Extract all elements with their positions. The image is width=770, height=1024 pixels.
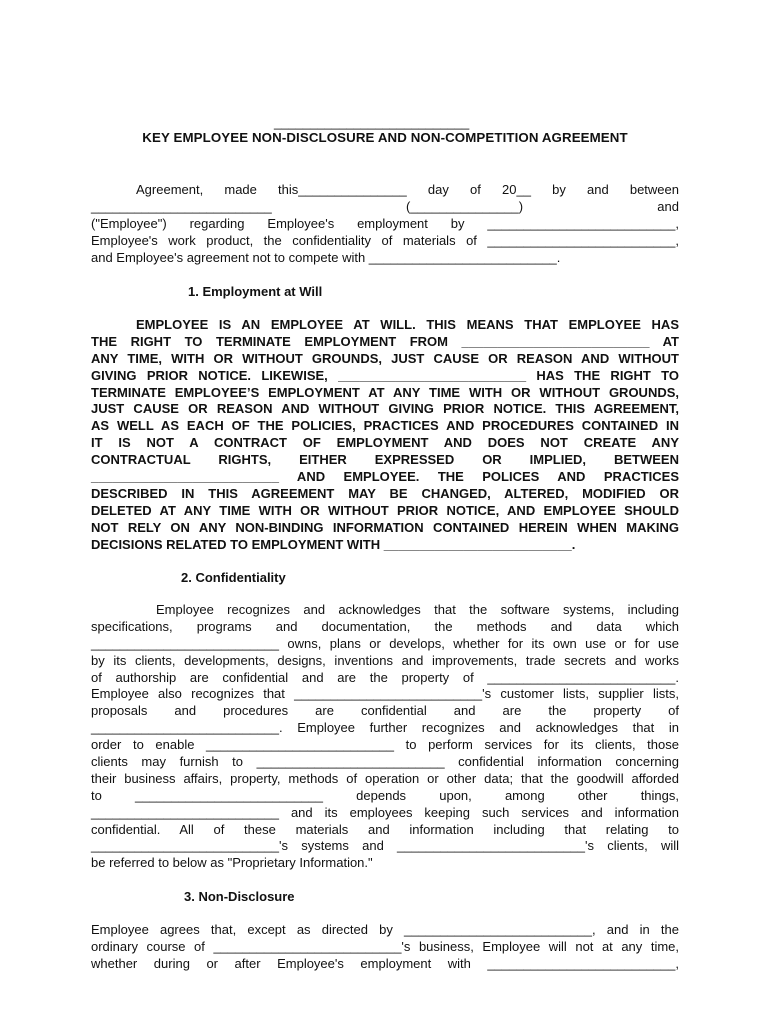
paragraph-line: their business affairs, property, methods of operation or other data; that the goodwill afforded bbox=[91, 770, 679, 786]
paragraph-line: proposals and procedures are confidential and are the property of bbox=[91, 703, 679, 719]
paragraph-line: ordinary course of __________________________'s business, Employee will not at any time, bbox=[91, 938, 679, 954]
paragraph-line: DECISIONS RELATED TO EMPLOYMENT WITH __________________________. bbox=[91, 536, 576, 552]
paragraph-line: JUST CAUSE OR REASON AND WITHOUT GIVING PRIOR NOTICE. THIS AGREEMENT, bbox=[91, 401, 679, 417]
section-heading-confidentiality: 2. Confidentiality bbox=[181, 570, 286, 585]
paragraph-line: GIVING PRIOR NOTICE. LIKEWISE, __________________________ HAS THE RIGHT TO bbox=[91, 367, 679, 383]
paragraph-line: THE RIGHT TO TERMINATE EMPLOYMENT FROM __________________________ AT bbox=[91, 333, 679, 349]
intro-line: _________________________ (_______________) and bbox=[91, 198, 679, 214]
paragraph-line: confidential. All of these materials and information including that relating to bbox=[91, 821, 679, 837]
paragraph-line: EMPLOYEE IS AN EMPLOYEE AT WILL. THIS MEANS THAT EMPLOYEE HAS bbox=[136, 317, 679, 332]
paragraph-line: CONTRACTUAL RIGHTS, EITHER EXPRESSED OR IMPLIED, BETWEEN bbox=[91, 452, 679, 468]
employment-at-will-paragraph bbox=[91, 317, 679, 553]
non-disclosure-paragraph bbox=[91, 922, 679, 973]
paragraph-line: AS WELL AS EACH OF THE POLICIES, PRACTICES AND PROCEDURES CONTAINED IN bbox=[91, 418, 679, 434]
paragraph-line: ANY TIME, WITH OR WITHOUT GROUNDS, JUST CAUSE OR REASON AND WITHOUT bbox=[91, 350, 679, 366]
paragraph-line: DESCRIBED IN THIS AGREEMENT MAY BE CHANGED, ALTERED, MODIFIED OR bbox=[91, 485, 679, 501]
paragraph-line: DELETED AT ANY TIME WITH OR WITHOUT PRIOR NOTICE, AND EMPLOYEE SHOULD bbox=[91, 502, 679, 518]
document-title: KEY EMPLOYEE NON-DISCLOSURE AND NON-COMPETITION AGREEMENT bbox=[142, 130, 628, 145]
paragraph-line: __________________________ and its employees keeping such services and information bbox=[91, 804, 679, 820]
top-blank-line: ___________________________ bbox=[274, 115, 470, 130]
paragraph-line: of authorship are confidential and are the property of __________________________. bbox=[91, 669, 679, 685]
paragraph-line: order to enable __________________________ to perform services for its clients, those bbox=[91, 737, 679, 753]
paragraph-line: whether during or after Employee's employment with __________________________, bbox=[91, 955, 679, 971]
paragraph-line: specifications, programs and documentation, the methods and data which bbox=[91, 618, 679, 634]
paragraph-line: be referred to below as "Proprietary Information." bbox=[91, 855, 373, 871]
intro-line: Employee's work product, the confidentiality of materials of __________________________, bbox=[91, 232, 679, 248]
section-heading-employment-at-will: 1. Employment at Will bbox=[188, 284, 323, 299]
paragraph-line: __________________________. Employee further recognizes and acknowledges that in bbox=[91, 720, 679, 736]
paragraph-line: to __________________________ depends upon, among other things, bbox=[91, 787, 679, 803]
intro-line: and Employee's agreement not to compete with __________________________. bbox=[91, 249, 561, 265]
paragraph-line: IT IS NOT A CONTRACT OF EMPLOYMENT AND DOES NOT CREATE ANY bbox=[91, 435, 679, 451]
paragraph-line: __________________________'s systems and __________________________'s clients, will bbox=[91, 838, 679, 854]
paragraph-line: NOT RELY ON ANY NON-BINDING INFORMATION CONTAINED HEREIN WHEN MAKING bbox=[91, 519, 679, 535]
paragraph-line: __________________________ owns, plans or develops, whether for its own use or for use bbox=[91, 635, 679, 651]
paragraph-line: Employee recognizes and acknowledges that the software systems, including bbox=[156, 602, 679, 617]
section-heading-non-disclosure: 3. Non-Disclosure bbox=[184, 889, 295, 904]
paragraph-line: clients may furnish to __________________________ confidential information concerning bbox=[91, 754, 679, 770]
intro-line: Agreement, made this_______________ day of 20__ by and between bbox=[136, 182, 679, 197]
paragraph-line: __________________________ AND EMPLOYEE. THE POLICES AND PRACTICES bbox=[91, 469, 679, 485]
intro-paragraph bbox=[91, 182, 679, 266]
paragraph-line: by its clients, developments, designs, inventions and improvements, trade secrets and works bbox=[91, 652, 679, 668]
paragraph-line: Employee also recognizes that __________________________'s customer lists, supplier lists, bbox=[91, 686, 679, 702]
intro-line: ("Employee") regarding Employee's employment by __________________________, bbox=[91, 215, 679, 231]
paragraph-line: TERMINATE EMPLOYEE’S EMPLOYMENT AT ANY TIME WITH OR WITHOUT GROUNDS, bbox=[91, 384, 679, 400]
paragraph-line: Employee agrees that, except as directed by __________________________, and in the bbox=[91, 922, 679, 937]
confidentiality-paragraph bbox=[91, 602, 679, 872]
